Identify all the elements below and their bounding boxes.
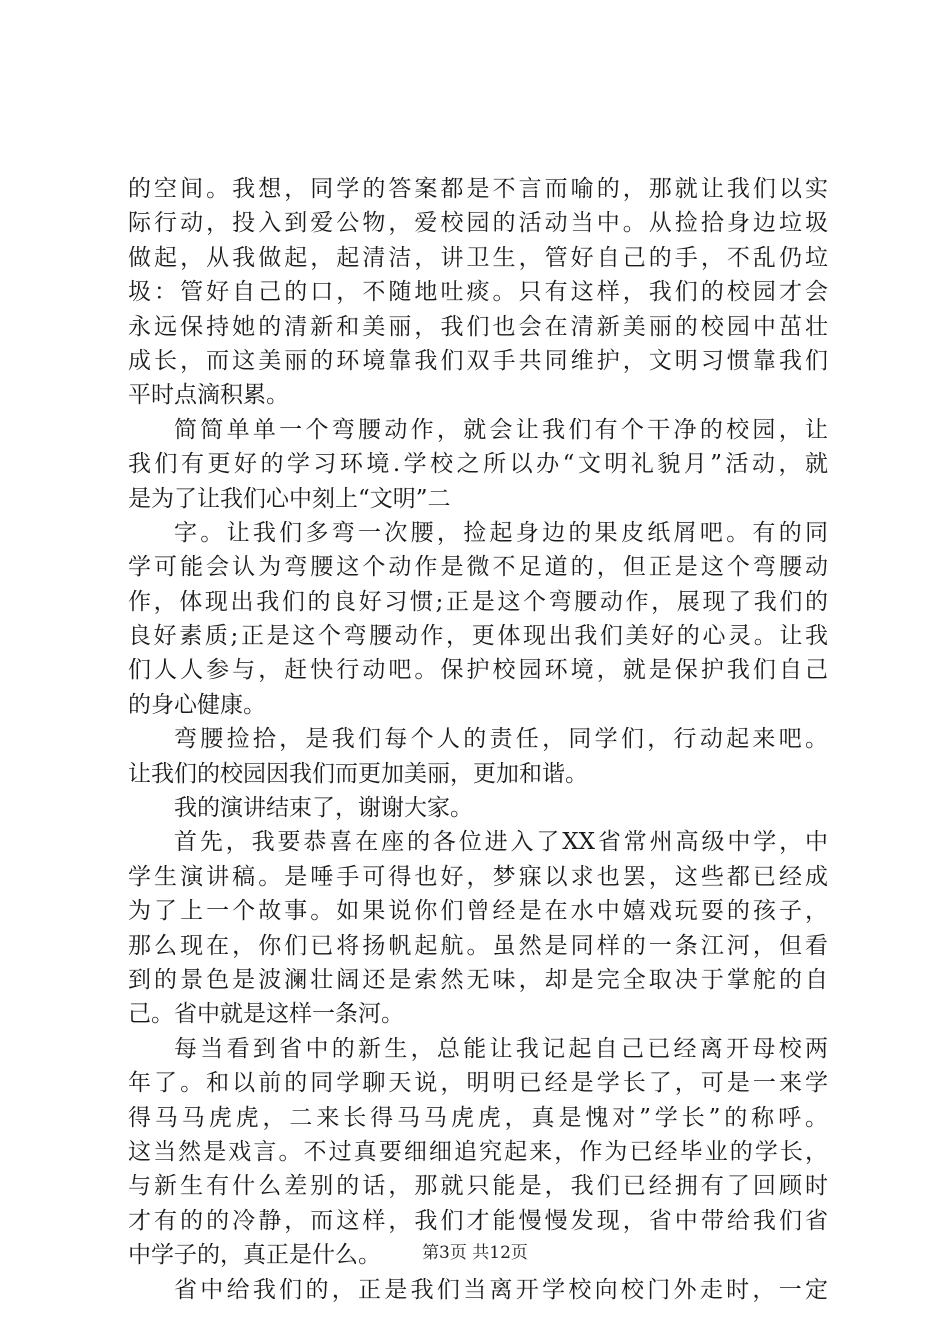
text-line: 与新生有什么差别的话，那就只能是，我们已经拥有了回顾时 — [128, 1173, 828, 1200]
text-line: 做起，从我做起，起清洁，讲卫生，管好自己的手，不乱仍垃 — [128, 244, 828, 271]
text-line: 到的景色是波澜壮阔还是索然无味，却是完全取决于掌舵的自 — [128, 966, 828, 993]
text-line: 我的演讲结束了，谢谢大家。 — [174, 795, 473, 822]
document-body — [128, 172, 828, 1307]
text-line: 首先，我要恭喜在座的各位进入了XX省常州高级中学，中 — [174, 829, 828, 856]
text-line: 们人人参与，赶快行动吧。保护校园环境，就是保护我们自己 — [128, 657, 828, 684]
text-line: 的身心健康。 — [128, 691, 266, 718]
text-line: 弯腰捡拾，是我们每个人的责任，同学们，行动起来吧。 — [174, 726, 828, 753]
text-line: 永远保持她的清新和美丽，我们也会在清新美丽的校园中茁壮 — [128, 313, 828, 340]
text-line: 际行动，投入到爱公物，爱校园的活动当中。从捡拾身边垃圾 — [128, 210, 828, 237]
text-line: 让我们的校园因我们而更加美丽，更加和谐。 — [128, 760, 588, 787]
text-line: 这当然是戏言。不过真要细细追究起来，作为已经毕业的学长， — [128, 1138, 828, 1165]
text-line: 成长，而这美丽的环境靠我们双手共同维护，文明习惯靠我们 — [128, 347, 828, 374]
text-line: 年了。和以前的同学聊天说，明明已经是学长了，可是一来学 — [128, 1070, 828, 1097]
text-line: 那么现在，你们已将扬帆起航。虽然是同样的一条江河，但看 — [128, 932, 828, 959]
text-line: 学可能会认为弯腰这个动作是微不足道的，但正是这个弯腰动 — [128, 554, 828, 581]
text-line: 是为了让我们心中刻上“文明”二 — [128, 485, 451, 512]
text-line: 省中给我们的，正是我们当离开学校向校门外走时，一定 — [174, 1276, 828, 1303]
text-line: 才有的的冷静，而这样，我们才能慢慢发现，省中带给我们省 — [128, 1207, 828, 1234]
text-line: 作，体现出我们的良好习惯;正是这个弯腰动作，展现了我们的 — [128, 588, 828, 615]
text-line: 平时点滴积累。 — [128, 382, 289, 409]
page-footer: 第3页 共12页 — [422, 1243, 528, 1263]
text-line: 的空间。我想，同学的答案都是不言而喻的，那就让我们以实 — [128, 176, 828, 202]
text-line: 学生演讲稿。是唾手可得也好，梦寐以求也罢，这些都已经成 — [128, 863, 828, 890]
text-line: 得马马虎虎，二来长得马马虎虎，真是愧对”学长”的称呼。 — [128, 1104, 828, 1131]
text-line: 良好素质;正是这个弯腰动作，更体现出我们美好的心灵。让我 — [128, 623, 828, 650]
text-line: 每当看到省中的新生，总能让我记起自己已经离开母校两 — [174, 1035, 828, 1062]
text-line: 我们有更好的学习环境.学校之所以办“文明礼貌月”活动，就 — [128, 451, 828, 478]
text-line: 中学子的，真正是什么。 — [128, 1242, 381, 1269]
text-line: 字。让我们多弯一次腰，捡起身边的果皮纸屑吧。有的同 — [174, 519, 828, 546]
text-line: 己。省中就是这样一条河。 — [128, 1001, 404, 1028]
text-line: 简简单单一个弯腰动作，就会让我们有个干净的校园，让 — [174, 416, 828, 443]
text-line: 圾：管好自己的口，不随地吐痰。只有这样，我们的校园才会 — [128, 279, 828, 306]
text-line: 为了上一个故事。如果说你们曾经是在水中嬉戏玩耍的孩子， — [128, 898, 828, 925]
